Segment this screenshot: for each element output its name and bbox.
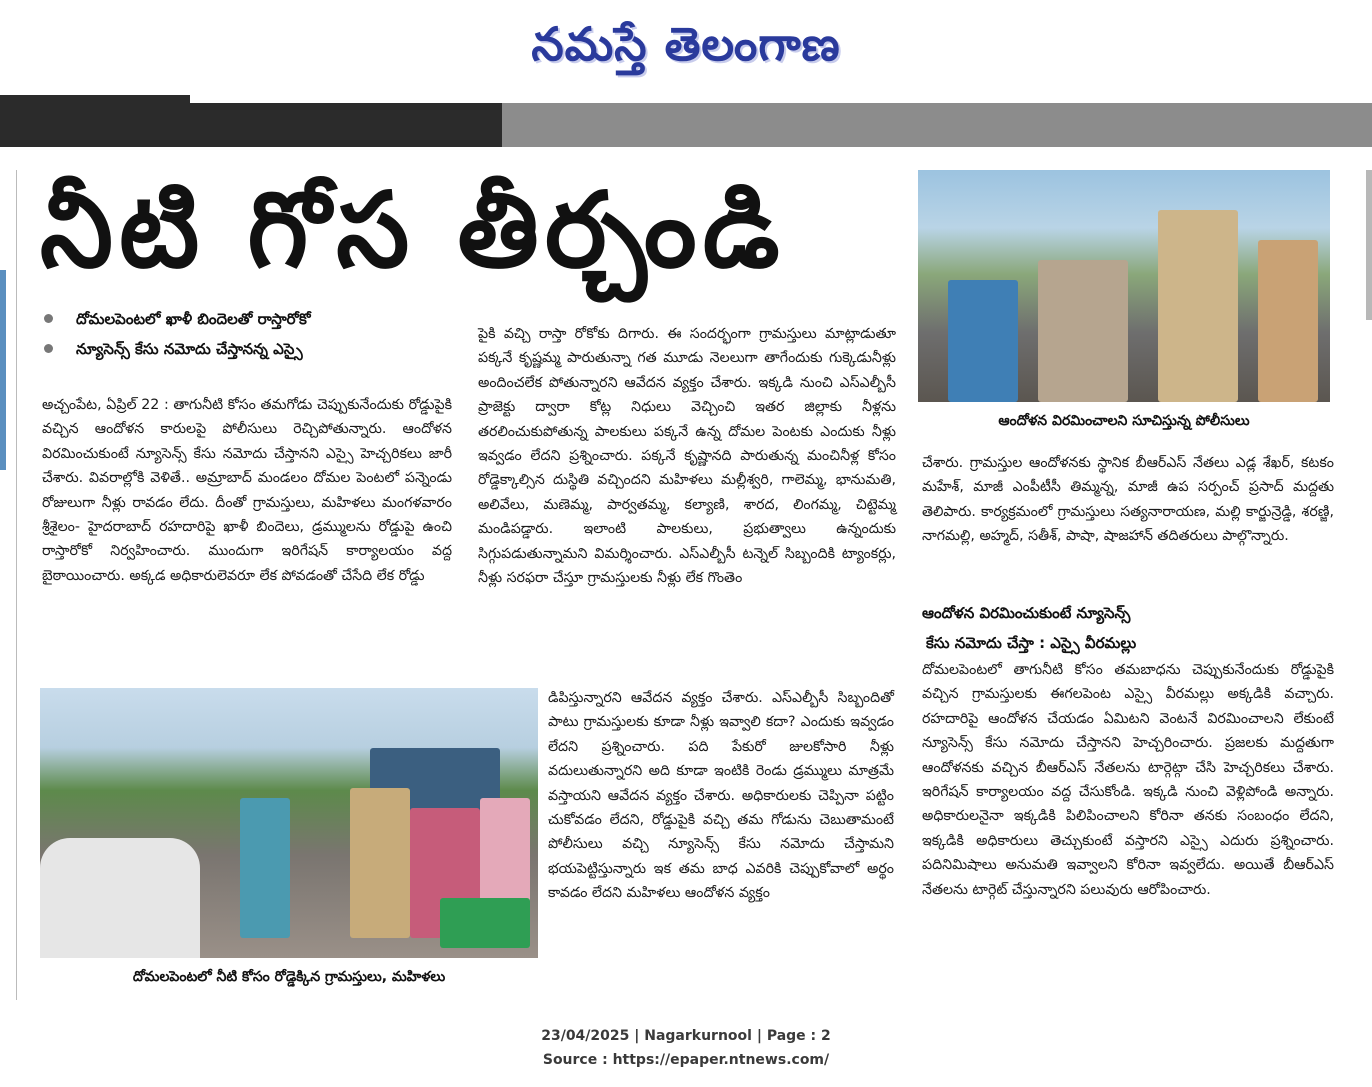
photo-pots bbox=[440, 898, 530, 948]
paragraph: దోమలపెంటలో తాగునీటి కోసం తమబాధను చెప్పుకునేందుకు రోడ్డుపైకి వచ్చిన గ్రామస్తులకు ఈగలపెంట ఎస్సై వీరమల్లు అక్కడికి వచ్చారు. రహదారిపై ఆందోళన చేయడం ఏమిటని వెంటనే విరమించాలని లేకుంటే న్యూసెన్స్ కేసు నమోదు చేస్తానని హెచ్చరించారు. ప్రజలకు మద్దతుగా ఆందోళనకు వచ్చిన బీఆర్ఎస్ నేతలను టార్గెట్గా చేసి హెచ్చరికలు చేశారు. ఇరిగేషన్ కార్యాలయం వద్ద చేసుకోండి. ఇక్కడి నుంచి వెళ్లిపోండి అన్నారు. అధికారులనైనా ఇక్కడికి పిలిపించాలని కోరినా తనకు సంబంధం లేదని, ఇక్కడికి అధికారులు తెచ్చుకుంటే వస్తారని ఎస్సై ఎదురు ప్రశ్నించారు. పదినిమిషాలు అనుమతి ఇవ్వాలని కోరినా ఇవ్వలేదు. అయితే బీఆర్ఎస్ నేతలను టార్గెట్ చేస్తున్నారని పలువురు ఆరోపించారు. bbox=[922, 662, 1334, 898]
photo-figure bbox=[240, 798, 290, 938]
footer-date-page: 23/04/2025 | Nagarkurnool | Page : 2 bbox=[541, 1028, 831, 1044]
paragraph: పైకి వచ్చి రాస్తా రోకోకు దిగారు. ఈ సందర్భంగా గ్రామస్తులు మాట్లాడుతూ పక్కనే కృష్ణమ్మ పారుతున్నా గత మూడు నెలలుగా తాగేందుకు గుక్కెడునీళ్లు అందించలేక పోతున్నారని ఆవేదన వ్యక్తం చేశారు. ఇక్కడి నుంచి ఎస్ఎల్బీసీ ప్రాజెక్టు ద్వారా కోట్ల నిధులు వెచ్చించి ఇతర జిల్లాకు నీళ్లను తరలించుకుపోతున్న పాలకులు పక్కనే ఉన్న దోమల పెంటకు ఎందుకు నీళ్లు ఇవ్వడం లేదని ప్రశ్నించారు. పక్కనే కృష్ణానది పారుతున్న మంచినీళ్ల కోసం రోడ్డెక్కాల్సిన దుస్థితి వచ్చిందని మహిళలు మల్లీశ్వరి, గాలెమ్మ, భానుమతి, అలివేలు, మణెమ్మ, పార్వతమ్మ, కల్యాణి, శారద, లింగమ్మ, చిట్టెమ్మ మండిపడ్డారు. ఇలాంటి పాలకులు, ప్రభుత్వాలు ఉన్నందుకు సిగ్గుపడుతున్నామని విమర్శించారు. ఎస్ఎల్బీసీ టన్నెల్ సిబ్బందికి ట్యాంకర్లు, నీళ్లు సరఫరా చేస్తూ గ్రామస్తులకు నీళ్లు లేక గొంతెం bbox=[478, 326, 896, 587]
bullet-text: దోమలపెంటలో ఖాళీ బిందెలతో రాస్తారోకో bbox=[76, 310, 311, 328]
article-column-1 bbox=[42, 393, 452, 588]
article-column-2-continued bbox=[548, 686, 894, 906]
section-bar-dark bbox=[0, 103, 502, 147]
headline: నీటి గోస తీర్చండి bbox=[40, 169, 786, 291]
photo-figure bbox=[948, 280, 1018, 402]
photo-figure bbox=[350, 788, 410, 938]
section-bar-grey bbox=[502, 103, 1372, 147]
photo-caption: ఆందోళన విరమించాలని సూచిస్తున్న పోలీసులు bbox=[998, 413, 1250, 429]
bullet-item bbox=[40, 334, 460, 364]
paragraph: అచ్చంపేట, ఏప్రిల్ 22 : తాగునీటి కోసం తమగోడు చెప్పుకునేందుకు రోడ్డుపైకి వచ్చిన ఆందోళన కారులపై పోలీసులు రెచ్చిపోతున్నారు. ఆందోళన విరమించుకుంటే న్యూసెన్స్ కేసు నమోదు చేస్తానని ఎస్సై హెచ్చరికలు జారీ చేశారు. వివరాల్లోకి వెళితే.. అమ్రాబాద్ మండలం దోమల పెంటలో పన్నెండు రోజులుగా నీళ్లు రావడం లేదు. దీంతో గ్రామస్తులు, మహిళలు మంగళవారం శ్రీశైలం- హైదరాబాద్ రహదారిపై ఖాళీ బిందెలు, డ్రమ్ములను రోడ్డుపై ఉంచి రాస్తారోకో నిర్వహించారు. ముందుగా ఇరిగేషన్ కార్యాలయం వద్ద బైఠాయించారు. అక్కడ అధికారులెవరూ లేక పోవడంతో చేసేది లేక రోడ్డు bbox=[42, 397, 452, 584]
article-column-2 bbox=[478, 322, 896, 590]
bullet-icon bbox=[44, 314, 53, 323]
bullet-text: న్యూసెన్స్ కేసు నమోదు చేస్తానన్న ఎస్సై bbox=[76, 340, 303, 358]
newspaper-logo: నమస్తే తెలంగాణ bbox=[531, 17, 841, 71]
photo-police-talking bbox=[918, 170, 1330, 402]
subheading-line: కేసు నమోదు చేస్తా : ఎస్సై వీరమల్లు bbox=[926, 634, 1137, 652]
photo-caption: దోమలపెంటలో నీటి కోసం రోడ్డెక్కిన గ్రామస్తులు, మహిళలు bbox=[132, 969, 446, 985]
photo-car bbox=[40, 838, 200, 958]
adjacent-article-edge-right bbox=[1366, 170, 1372, 320]
photo-figure bbox=[1258, 240, 1318, 402]
adjacent-article-edge bbox=[0, 270, 6, 470]
bullet-list bbox=[40, 304, 460, 364]
footer-source: Source : https://epaper.ntnews.com/ bbox=[542, 1052, 830, 1068]
article-column-3 bbox=[922, 451, 1334, 549]
masthead bbox=[0, 0, 1372, 100]
photo-villagers-protest bbox=[40, 688, 538, 958]
subheading-line: ఆందోళన విరమించుకుంటే న్యూసెన్స్ bbox=[922, 604, 1131, 622]
article-column-3-continued bbox=[922, 658, 1334, 902]
column-rule bbox=[16, 170, 17, 1000]
subheading bbox=[922, 598, 1334, 658]
bullet-icon bbox=[44, 344, 53, 353]
page-footer bbox=[0, 1024, 1372, 1072]
paragraph: డిపిస్తున్నారని ఆవేదన వ్యక్తం చేశారు. ఎస్ఎల్బీసీ సిబ్బందితో పాటు గ్రామస్తులకు కూడా నీళ్లు ఇవ్వాలి కదా? ఎందుకు ఇవ్వడం లేదని ప్రశ్నించారు. పది పేకురో జులకోసారి నీళ్లు వదులుతున్నారని అది కూడా ఇంటికి రెండు డ్రమ్ములు మాత్రమే వస్తాయని ఆవేదన వ్యక్తం చేశారు. అధికారులకు చెప్పినా పట్టిం చుకోవడం లేదని, రోడ్డుపైకి వచ్చి తమ గోడును చెబుతామంటే పోలీసులు వచ్చి న్యూసెన్స్ కేసు నమోదు చేస్తామని భయపెట్టిస్తున్నారు ఇక తమ బాధ ఎవరికి చెప్పుకోవాలో అర్థం కావడం లేదని మహిళలు ఆందోళన వ్యక్తం bbox=[548, 690, 894, 902]
section-tab bbox=[0, 95, 190, 123]
photo-figure bbox=[1038, 260, 1128, 402]
bullet-item bbox=[40, 304, 460, 334]
photo-figure bbox=[1158, 210, 1238, 402]
paragraph: చేశారు. గ్రామస్తుల ఆందోళనకు స్థానిక బీఆర్ఎస్ నేతలు ఎడ్ల శేఖర్, కటకం మహేశ్, మాజీ ఎంపీటీసీ తిమ్మన్న, మాజీ ఉప సర్పంచ్ ప్రసాద్ మద్దతు తెలిపారు. కార్యక్రమంలో గ్రామస్తులు సత్యనారాయణ, మల్లి కార్జున్రెడ్డి, శరణ్జి, నాగమల్లి, అహ్మద్, సతీశ్, పాషా, షాజహాన్ తదితరులు పాల్గొన్నారు. bbox=[922, 455, 1334, 545]
